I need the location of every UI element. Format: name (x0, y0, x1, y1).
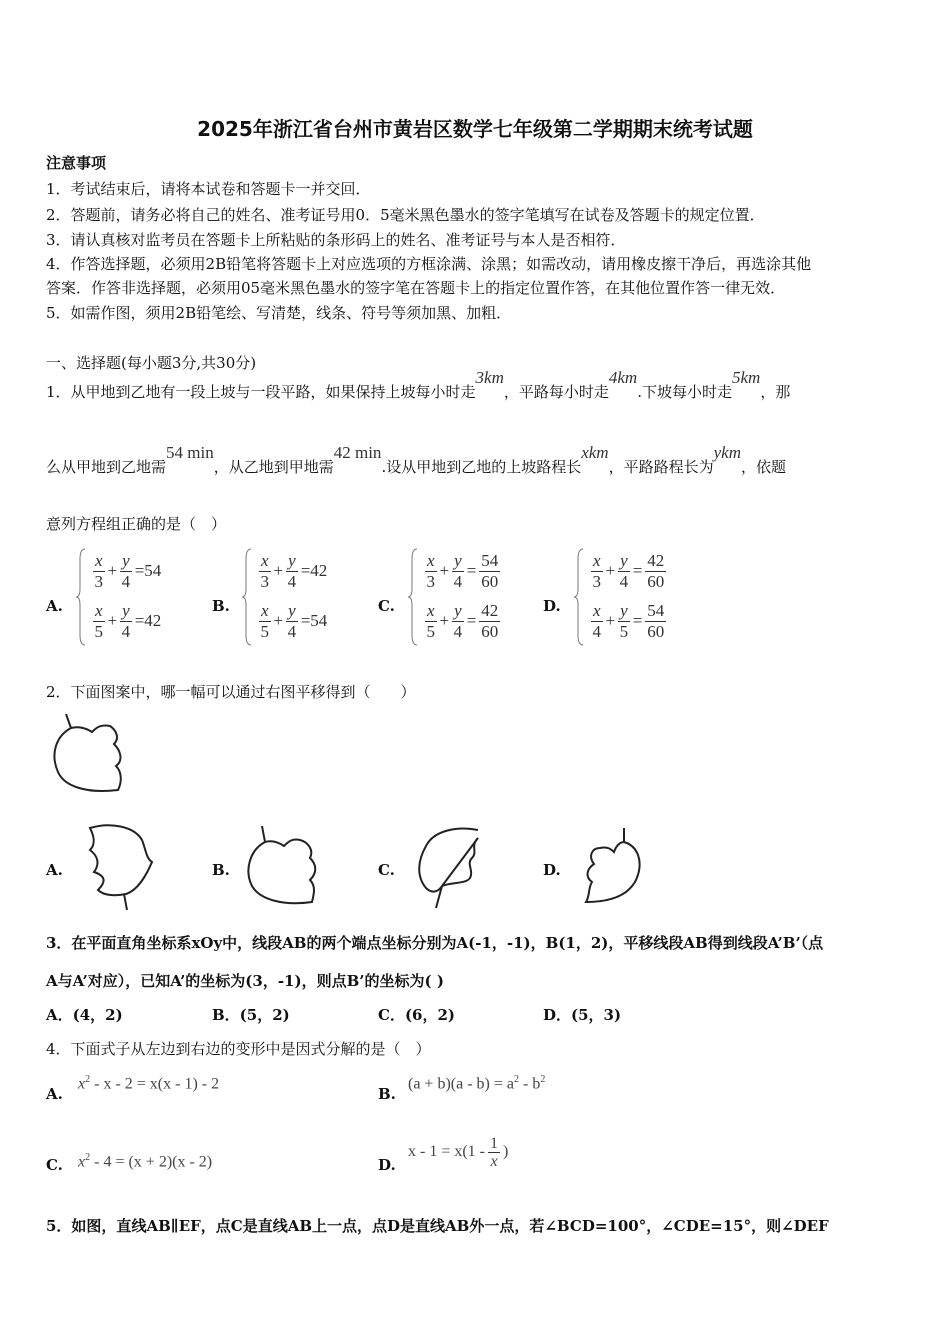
question-5-text: 5．如图，直线AB∥EF，点C是直线AB上一点，点D是直线AB外一点，若∠BCD=100°，∠CDE=15°，则∠DEF (46, 1217, 829, 1235)
question-2-text: 2．下面图案中，哪一幅可以通过右图平移得到（ ） (46, 683, 416, 701)
q1-flat-speed: 4km (608, 368, 638, 387)
option-label: C. (46, 1156, 63, 1174)
brace-icon (574, 547, 584, 647)
expression-a: $x^2 - x - 2 = x(x - 1) - 2$ (78, 1074, 220, 1093)
leaf-option-b-icon (240, 822, 330, 912)
equation-system-b (242, 547, 362, 647)
question-1-line-3: 意列方程组正确的是（ ） (46, 515, 227, 533)
equation-row: $\frac{x}{5}$ + $\frac{y}{4}$ =42 (94, 600, 162, 641)
equation-system-c (408, 547, 528, 647)
equation-row: $\frac{x}{3}$ + $\frac{y}{4}$ =42 (260, 550, 328, 591)
leaf-option-a-icon (80, 820, 160, 912)
notice-item: 5．如需作图，须用2B铅笔绘、写清楚，线条、符号等须加黑、加粗． (46, 304, 512, 322)
question-3-line-2: A与A’对应），已知A’的坐标为(3，-1)，则点B’的坐标为( ) (46, 972, 444, 990)
q1-time-there: 54 min (166, 443, 214, 462)
option: A．(4，2) (46, 1006, 123, 1024)
q1-text: .下坡每小时走 (637, 383, 732, 401)
equation-row: $\frac{x}{4}$ + $\frac{y}{5}$ = $\frac{54}{60}$ (592, 600, 665, 641)
q1-text: 1．从甲地到乙地有一段上坡与一段平路，如果保持上坡每小时走 (46, 383, 476, 401)
q1-text: .设从甲地到乙地的上坡路程长 (381, 458, 582, 476)
brace-icon (408, 547, 418, 647)
q1-text: ，平路路程长为 (608, 458, 714, 476)
equation-row: $\frac{x}{3}$ + $\frac{y}{4}$ = $\frac{42}{60}$ (592, 550, 665, 591)
section-heading: 一、选择题(每小题3分,共30分) (46, 354, 257, 372)
page-title: 2025年浙江省台州市黄岩区数学七年级第二学期期末统考试题 (197, 117, 753, 141)
option-label: A. (46, 861, 63, 879)
equation-row: $\frac{x}{5}$ + $\frac{y}{4}$ = $\frac{42}{60}$ (426, 600, 499, 641)
notice-item: 3．请认真核对监考员在答题卡上所粘贴的条形码上的姓名、准考证号与本人是否相符． (46, 231, 626, 249)
q1-text: ，那 (760, 383, 791, 401)
option-label: B. (212, 861, 230, 879)
brace-icon (76, 547, 86, 647)
q1-text: 么从甲地到乙地需 (46, 458, 167, 476)
q1-text: ，依题 (740, 458, 786, 476)
q1-uphill-speed: 3km (475, 368, 504, 387)
option-label: B. (378, 1085, 396, 1103)
option: D．(5，3) (543, 1006, 622, 1024)
equation-system-d (574, 547, 694, 647)
notice-item: 4．作答选择题，必须用2B铅笔将答题卡上对应选项的方框涂满、涂黑；如需改动，请用橡皮擦干净后，再选涂其他 (46, 255, 812, 273)
q1-var-x: xkm (581, 443, 609, 462)
expression-c: $x^2 - 4 = (x + 2)(x - 2)$ (78, 1152, 213, 1171)
q1-var-y: ykm (713, 443, 741, 462)
option-label: D. (378, 1156, 396, 1174)
expression-b: $(a + b)(a - b) = a^2 - b^2$ (408, 1074, 546, 1093)
option: B．(5，2) (212, 1006, 290, 1024)
equation-row: $\frac{x}{5}$ + $\frac{y}{4}$ =54 (260, 600, 328, 641)
equation-row: $\frac{x}{3}$ + $\frac{y}{4}$ = $\frac{54}{60}$ (426, 550, 499, 591)
q1-text: ，从乙地到甲地需 (213, 458, 334, 476)
brace-icon (242, 547, 252, 647)
expression-d: x - 1 = x(1 - $\frac{1}{x}$ ) (408, 1134, 509, 1170)
question-1-line-2 (46, 443, 786, 496)
option-label: B. (212, 597, 230, 615)
option-label: D. (543, 597, 561, 615)
q1-text: ，平路每小时走 (503, 383, 609, 401)
option-label: A. (46, 597, 63, 615)
notice-item: 2．答题前，请务必将自己的姓名、准考证号用0．5毫米黑色墨水的签字笔填写在试卷及答题卡的规定位置． (46, 206, 765, 224)
notice-item: 答案．作答非选择题，必须用05毫米黑色墨水的签字笔在答题卡上的指定位置作答，在其他位置作答一律无效． (46, 279, 786, 297)
leaf-option-c-icon (408, 822, 494, 912)
equation-row: $\frac{x}{3}$ + $\frac{y}{4}$ =54 (94, 550, 162, 591)
option-label: C. (378, 861, 395, 879)
question-3-line-1: 3．在平面直角坐标系xOy中，线段AB的两个端点坐标分别为A(-1，-1)，B(1，2)，平移线段AB得到线段A’B’（点 (46, 934, 824, 952)
question-1-line-1 (46, 368, 791, 421)
notice-heading: 注意事项 (46, 154, 107, 172)
option-label: C. (378, 597, 395, 615)
equation-system-a (76, 547, 196, 647)
notice-item: 1．考试结束后，请将本试卷和答题卡一并交回． (46, 180, 371, 198)
question-4-text: 4．下面式子从左边到右边的变形中是因式分解的是（ ） (46, 1040, 431, 1058)
leaf-option-d-icon (580, 826, 650, 908)
q1-time-back: 42 min (333, 443, 382, 462)
leaf-reference-icon (46, 710, 136, 800)
option-label: D. (543, 861, 561, 879)
option: C．(6，2) (378, 1006, 456, 1024)
option-label: A. (46, 1085, 63, 1103)
q1-downhill-speed: 5km (732, 368, 761, 387)
